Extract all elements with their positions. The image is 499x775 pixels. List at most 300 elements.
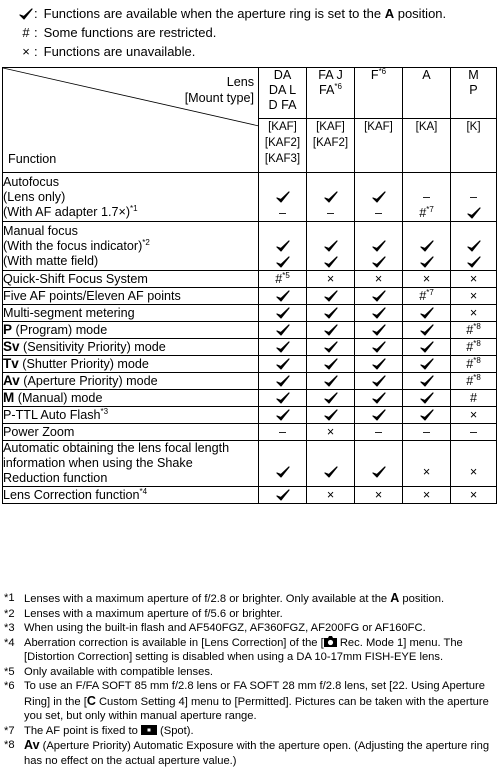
compat-cell [451,390,497,407]
function-name [3,339,259,356]
mount-type-value: [KA] [415,121,438,133]
check-icon [324,466,338,479]
lens-name-line: DA [273,68,292,82]
lens-name-line: $F^{*6}$ [370,66,387,82]
footnote-bold: C [86,693,96,708]
compat-cell [307,288,355,305]
compat-mark [451,254,496,270]
function-text: (Aperture Priority) mode [19,374,158,388]
mark-symbol: – [422,190,430,204]
footnote-ref: *8 [473,372,481,382]
compat-mark [307,189,354,205]
lens-mount-label: Lens [Mount type] [184,75,254,105]
function-line [3,471,258,486]
footnote-ref: *7 [426,287,434,297]
check-icon [372,358,386,371]
function-name [3,305,259,322]
mode-letter: Tv [3,356,19,371]
legend-row [4,4,499,23]
mode-letter: P [3,322,13,337]
compat-mark [403,189,450,205]
mark-symbol: # [466,374,474,388]
compat-mark [403,487,450,503]
compat-mark [451,238,496,254]
compat-cell [355,390,403,407]
compat-mark [259,254,306,270]
compat-mark [403,271,450,287]
mark-symbol: × [469,306,478,320]
compat-cell [307,222,355,271]
legend-text: Some functions are restricted. [43,25,217,40]
footnote [4,621,496,636]
compat-mark [403,390,450,406]
lens-name-line: FA$^{*6}$ [319,81,342,97]
compat-mark [451,356,496,372]
compat-mark [307,464,354,480]
check-icon [276,489,290,502]
check-icon [324,240,338,253]
legend-symbol [4,4,48,23]
mount-type-value: [KAF2] [312,137,349,149]
function-line [3,239,258,254]
mark-symbol: × [422,464,431,479]
compat-mark [355,205,402,221]
check-icon [372,466,386,479]
compat-cell [307,356,355,373]
mount-type-value: [KAF] [268,121,297,133]
mount-type-da [259,119,307,173]
legend-text: Functions are available when the aperture ring is set to the [43,6,385,21]
compat-mark [403,288,450,304]
mark-symbol: # [419,206,427,220]
compat-mark [307,322,354,338]
table-row [3,356,497,373]
legend-tail: position. [394,6,447,21]
check-icon [467,256,481,269]
mount-type-mp [451,119,497,173]
footnote-ref: *8 [473,338,481,348]
compat-cell [451,424,497,441]
function-line [3,425,258,440]
compat-mark [307,407,354,423]
footnote [4,636,496,665]
function-name [3,356,259,373]
footnote-text [24,724,496,739]
footnote-part: Aberration correction is available in [Lens Correction] of the [ [24,636,324,649]
lens-name-line: M [468,68,479,82]
check-icon [420,392,434,405]
compat-cell [403,222,451,271]
footnote-text [24,679,496,724]
compat-mark [259,189,306,205]
footnote-ref: *6 [378,66,387,76]
check-icon [324,324,338,337]
function-text: Multi-segment metering [3,305,135,320]
footnote-text [24,591,496,607]
compat-mark [355,254,402,270]
mark-symbol: – [469,425,477,439]
function-name [3,222,259,271]
compat-cell [403,305,451,322]
compat-cell [403,173,451,222]
footnote-id: *8 [4,739,15,751]
compat-mark [259,271,306,287]
mount-type-f [355,119,403,173]
compat-cell [259,339,307,356]
footnote-ref: *8 [473,355,481,365]
function-text: Automatic obtaining the lens focal length [3,441,230,455]
check-icon [324,256,338,269]
check-icon [467,207,481,220]
check-icon [420,409,434,422]
mark-symbol: – [278,206,286,220]
footnote-id: *1 [4,592,15,604]
footnote-ref: *3 [100,406,109,416]
compat-cell [451,356,497,373]
mark-symbol: × [469,289,478,303]
function-text: (With AF adapter 1.7×) [3,204,131,219]
footnotes [4,591,496,768]
mark-symbol: × [422,488,431,502]
function-text: (With matte field) [3,253,99,268]
footnote-text [24,636,496,665]
check-icon [276,240,290,253]
compat-cell [403,271,451,288]
lens-name-line: P [469,83,478,97]
function-line [3,190,258,205]
compat-cell [451,339,497,356]
check-icon [420,256,434,269]
footnote [4,738,496,768]
check-icon [372,392,386,405]
mark-symbol: – [326,206,334,220]
footnote-part: To use an F/FA SOFT 85 mm f/2.8 lens or FA SOFT 28 mm f/2.8 lens, set [22. Using Aperture Ring] in the [ [24,680,485,708]
table-corner-header [3,68,259,173]
compat-mark [307,339,354,355]
lens-name-line: FA J [318,68,343,82]
function-line [3,356,258,372]
function-name [3,407,259,424]
mode-letter: Sv [3,339,20,354]
compat-cell [259,390,307,407]
compat-mark [355,288,402,304]
footnote [4,724,496,739]
function-name [3,288,259,305]
function-line [3,306,258,321]
compat-mark [355,238,402,254]
footnote-ref: *8 [473,321,481,331]
camera-icon [324,636,337,647]
mark-symbol: – [278,425,286,439]
compat-mark [355,487,402,503]
check-icon [420,375,434,388]
compat-cell [355,305,403,322]
mount-type-value: [KAF3] [264,153,301,165]
function-text: Quick-Shift Focus System [3,271,148,286]
function-text: (Shutter Priority) mode [18,357,149,371]
compat-cell [403,424,451,441]
lens-column-f [355,68,403,119]
compat-mark [403,356,450,372]
compat-mark [451,424,496,440]
mark-symbol: # [466,323,474,337]
lens-name-line: A [422,68,431,82]
footnote-id: *5 [4,665,15,678]
compat-cell [307,271,355,288]
function-name [3,173,259,222]
check-icon [372,341,386,354]
legend-row [4,23,499,42]
footnote-part: (Spot). [156,724,194,737]
mark-symbol: × [469,488,478,502]
compat-mark [259,464,306,480]
mark-symbol: – [469,190,477,204]
compat-cell [259,288,307,305]
compat-mark [403,205,450,221]
table-row [3,288,497,305]
compat-mark [403,339,450,355]
footnote-ref: *2 [142,237,150,247]
compat-cell [307,441,355,487]
compat-mark [307,254,354,270]
check-icon [276,324,290,337]
function-line [3,390,258,406]
check-icon [276,375,290,388]
mode-letter: Av [3,373,20,388]
check-icon [372,191,386,204]
compat-cell [355,322,403,339]
mark-symbol: # [466,357,474,371]
mark-symbol: × [326,425,335,439]
function-name [3,487,259,504]
table-row [3,407,497,424]
compat-mark [451,339,496,355]
mark-symbol: – [422,425,430,439]
footnote-part: Lenses with a maximum aperture of f/2.8 or brighter. Only available at the [24,593,391,605]
function-text: (With the focus indicator) [3,238,143,253]
compat-cell [403,288,451,305]
footnote-id: *4 [4,636,15,649]
compat-cell [355,407,403,424]
compat-cell [451,288,497,305]
compat-cell [259,373,307,390]
footnote [4,607,496,622]
footnote-part: (Aperture Priority) Automatic Exposure with the aperture open. (Adjusting the aperture ring has no effect on the actual aperture value.) [24,740,490,767]
function-line [3,456,258,471]
compat-mark [259,322,306,338]
check-icon [324,307,338,320]
compat-mark [259,407,306,423]
check-icon [324,392,338,405]
lens-column-mp [451,68,497,119]
lens-column-da [259,68,307,119]
compat-cell [403,390,451,407]
function-line [3,408,258,423]
table-row [3,441,497,487]
compat-cell [355,487,403,504]
function-name [3,424,259,441]
function-name [3,271,259,288]
lens-column-fa [307,68,355,119]
function-text: Lens Correction function [3,487,140,502]
footnote [4,591,496,607]
compat-cell [451,271,497,288]
mount-type-fa [307,119,355,173]
function-text: Power Zoom [3,424,75,439]
lens-compatibility-table [2,67,497,504]
compat-mark [403,464,450,480]
footnote [4,665,496,680]
function-label: Function [8,152,57,166]
compat-mark [307,373,354,389]
compat-mark [451,464,496,480]
compat-mark [307,356,354,372]
compat-mark [259,205,306,221]
compat-cell [259,222,307,271]
footnote-text [24,621,496,636]
compat-mark [355,373,402,389]
compat-cell [355,222,403,271]
lens-column-a [403,68,451,119]
footnote [4,679,496,724]
compat-mark [451,407,496,423]
function-text: Five AF points/Eleven AF points [3,288,181,303]
compat-mark [355,339,402,355]
compat-cell [307,487,355,504]
footnote-part: The AF point is fixed to [24,724,141,737]
function-text: Manual focus [3,223,78,238]
footnote-bold: A [390,591,400,605]
compat-mark [307,424,354,440]
check-icon [324,290,338,303]
check-icon [372,240,386,253]
function-text: (Manual) mode [14,391,103,405]
compat-cell [403,339,451,356]
compat-mark [451,205,496,221]
check-icon [324,191,338,204]
table-row [3,271,497,288]
compat-cell [403,356,451,373]
check-icon [276,409,290,422]
check-icon [372,290,386,303]
compat-mark [451,271,496,287]
compat-mark [451,322,496,338]
lens-name-line: DA L [268,83,297,97]
mark-symbol: # [275,272,283,286]
compat-mark [259,339,306,355]
compat-mark [451,487,496,503]
legend-separator: : [34,44,38,59]
compat-cell [451,305,497,322]
compat-cell [355,373,403,390]
table-row [3,322,497,339]
footnote-ref: *7 [426,204,434,214]
compat-cell [259,173,307,222]
table-row [3,305,497,322]
compat-mark [307,271,354,287]
footnote-id: *2 [4,607,15,620]
function-line [3,488,258,503]
mark-symbol: × [469,464,478,479]
function-line [3,289,258,304]
compat-mark [451,189,496,205]
compat-mark [307,205,354,221]
compat-cell [355,339,403,356]
mark-symbol: – [374,425,382,439]
compat-mark [403,322,450,338]
compat-cell [403,487,451,504]
compat-cell [451,407,497,424]
compat-mark [451,373,496,389]
function-text: (Program) mode [12,323,108,337]
check-icon [276,466,290,479]
compat-cell [355,173,403,222]
table-row [3,339,497,356]
compat-cell [451,441,497,487]
footnote-ref: *5 [282,270,290,280]
footnote-text [24,738,496,768]
footnote-ref: *6 [334,81,342,91]
function-text: information when using the Shake [3,456,193,470]
check-icon [276,341,290,354]
compat-mark [451,390,496,406]
compat-cell [307,424,355,441]
function-name [3,441,259,487]
check-icon [276,307,290,320]
compat-cell [259,487,307,504]
compat-mark [451,288,496,304]
compat-mark [451,305,496,321]
footnote-ref: *4 [139,486,148,496]
check-icon [276,191,290,204]
symbol-legend [4,4,499,61]
compat-cell [451,173,497,222]
check-icon [324,341,338,354]
function-line [3,322,258,338]
check-icon [276,358,290,371]
function-name [3,373,259,390]
mount-type-value: [KAF2] [264,137,301,149]
check-icon [420,324,434,337]
compat-mark [259,288,306,304]
check-icon [324,409,338,422]
function-name [3,322,259,339]
spot-icon [141,725,157,735]
footnote-part: Rec. Mode 1] menu. The [Distortion Correction] setting is disabled when using a DA 10-17mm FISH-EYE lens. [24,636,463,663]
compat-cell [355,424,403,441]
compat-mark [355,305,402,321]
function-text: (Sensitivity Priority) mode [19,340,166,354]
mount-type-a [403,119,451,173]
footnote-part: When using the built-in flash and AF540FGZ, AF360FGZ, AF200FG or AF160FC. [24,622,426,634]
footnote-part: position. [399,593,445,605]
compat-mark [403,238,450,254]
compat-cell [451,487,497,504]
compat-mark [355,464,402,480]
mount-type-value: [K] [466,121,481,133]
compat-mark [403,254,450,270]
compat-mark [403,373,450,389]
footnote-ref: *1 [130,203,138,213]
compat-mark [355,407,402,423]
check-icon [420,358,434,371]
compat-mark [259,390,306,406]
compat-cell [403,407,451,424]
check-icon [420,341,434,354]
compat-mark [259,424,306,440]
function-line [3,441,258,456]
compat-cell [451,322,497,339]
